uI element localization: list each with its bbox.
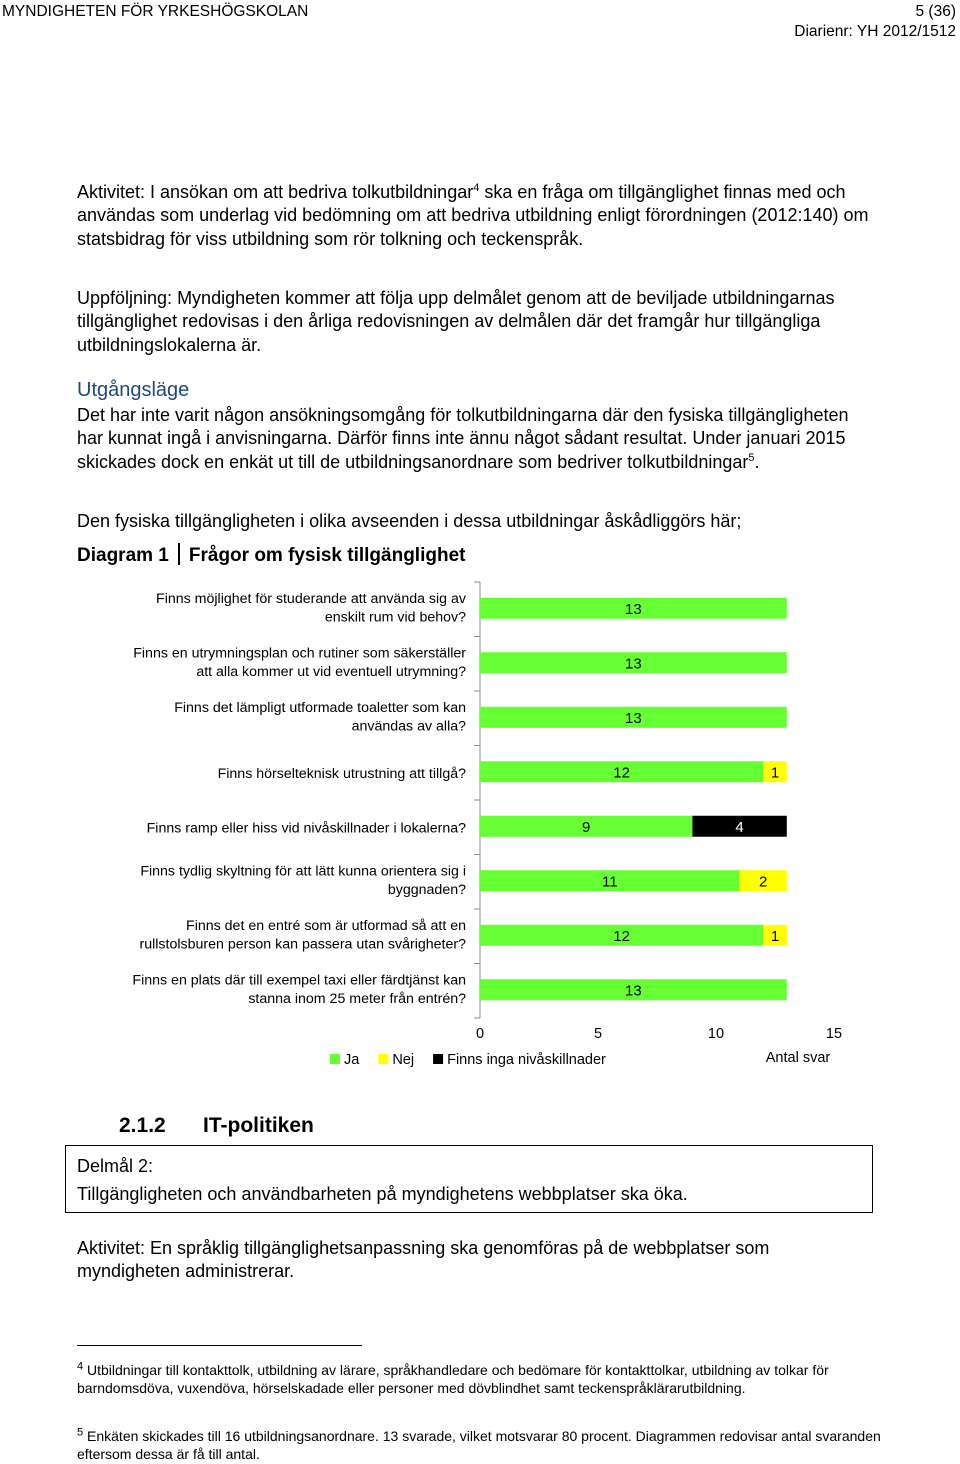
legend-label: Nej bbox=[392, 1052, 415, 1068]
category-label bbox=[132, 973, 466, 1008]
utgangslage-paragraph bbox=[77, 404, 877, 474]
data-label: 13 bbox=[625, 982, 642, 1000]
category-label bbox=[174, 700, 466, 735]
footnote-4 bbox=[77, 1361, 887, 1398]
category-label-line: Finns tydlig skyltning för att lätt kunna orientera sig i bbox=[140, 863, 466, 880]
category-label-line: Finns möjlighet för studerande att använda sig av bbox=[156, 591, 466, 607]
footnote-text: Enkäten skickades till 16 utbildningsanordnare. 13 svarade, vilket motsvarar 80 procent. Diagrammen redovisar antal svaranden eftersom dessa är få till antal. bbox=[77, 1428, 881, 1463]
data-label: 13 bbox=[625, 709, 642, 727]
diagram-lead: Den fysiska tillgängligheten i olika avseenden i dessa utbildningar åskådliggörs här; bbox=[77, 511, 742, 531]
footnote-divider bbox=[77, 1345, 362, 1346]
diarienr: Diarienr: YH 2012/1512 bbox=[794, 23, 956, 40]
footnote-text: Utbildningar till kontakttolk, utbildning av lärare, språkhandledare och bedömare för kontakttolkar, utbildning av tolkar för barndomsdöva, vuxendöva, hörselskadade eller personer med dövblindhet samt teckenspråklärarutbildning. bbox=[77, 1362, 829, 1397]
data-label: 2 bbox=[759, 873, 768, 891]
aktivitet-paragraph bbox=[77, 181, 877, 251]
utgangslage-text-a: Det har inte varit någon ansökningsomgång för tolkutbildningarna där den fysiska tillgängligheten har kunnat ingå i anvisningarna. Därför finns inte ännu något sådant resultat. Under januari 2015 skickades dock en enkät ut till de utbildningsanordnare som bedriver tolkutbildningar bbox=[77, 405, 849, 472]
legend-swatch bbox=[378, 1054, 388, 1064]
aktivitet-text-a: Aktivitet: I ansökan om att bedriva tolkutbildningar bbox=[77, 182, 474, 202]
data-label: 12 bbox=[613, 927, 630, 945]
diagram-name: Frågor om fysisk tillgänglighet bbox=[188, 545, 466, 566]
category-label bbox=[218, 766, 467, 782]
footnote-number: 4 bbox=[77, 1360, 84, 1373]
category-label-line: stanna inom 25 meter från entrén? bbox=[248, 991, 466, 1007]
legend-label: Finns inga nivåskillnader bbox=[447, 1052, 606, 1068]
diagram-title bbox=[77, 543, 465, 567]
data-label: 13 bbox=[625, 600, 642, 618]
category-label-line: byggnaden? bbox=[387, 882, 466, 898]
data-label: 11 bbox=[602, 873, 618, 891]
utgangslage-text-b: . bbox=[754, 451, 760, 472]
aktivitet2-paragraph: Aktivitet: En språklig tillgänglighetsanpassning ska genomföras på de webbplatser som myndigheten administrerar. bbox=[77, 1238, 770, 1282]
category-label bbox=[140, 918, 467, 953]
title-separator bbox=[178, 543, 180, 565]
category-label-line: Finns det lämpligt utformade toaletter som kan bbox=[174, 700, 466, 716]
footnote-number: 5 bbox=[77, 1426, 84, 1439]
section-number: 2.1.2 bbox=[119, 1114, 166, 1137]
data-label: 13 bbox=[625, 655, 642, 673]
footnote-5 bbox=[77, 1427, 887, 1464]
legend-label: Ja bbox=[344, 1052, 360, 1068]
delmal-box bbox=[65, 1145, 873, 1213]
page-number: 5 (36) bbox=[915, 3, 956, 20]
utgangslage-heading: Utgångsläge bbox=[77, 379, 190, 401]
x-tick-label: 0 bbox=[475, 1026, 485, 1042]
data-label: 1 bbox=[770, 764, 780, 782]
section-title: IT-politiken bbox=[203, 1114, 314, 1137]
category-label bbox=[156, 591, 467, 626]
footnote-ref-4: 4 bbox=[473, 182, 480, 194]
delmal-label: Delmål 2: bbox=[77, 1156, 154, 1176]
x-tick-label: 10 bbox=[707, 1026, 725, 1042]
category-label-line: enskilt rum vid behov? bbox=[324, 609, 466, 626]
data-label: 12 bbox=[613, 764, 630, 782]
footnote-ref-5: 5 bbox=[748, 451, 755, 464]
category-label-line: att alla kommer ut vid eventuell utrymning? bbox=[196, 664, 466, 680]
category-label-line: Finns en utrymningsplan och rutiner som säkerställer bbox=[133, 645, 466, 662]
x-tick-label: 5 bbox=[593, 1026, 603, 1042]
legend-swatch bbox=[330, 1054, 340, 1064]
category-label bbox=[140, 864, 466, 899]
data-label: 4 bbox=[735, 818, 744, 836]
header-org: MYNDIGHETEN FÖR YRKESHÖGSKOLAN bbox=[2, 3, 309, 20]
stacked-bar-chart bbox=[0, 580, 960, 1100]
category-label bbox=[133, 646, 466, 681]
category-label bbox=[147, 820, 466, 836]
diagram-label: Diagram 1 bbox=[77, 545, 169, 566]
category-label-line: Finns ramp eller hiss vid nivåskillnader i lokalerna? bbox=[146, 820, 466, 837]
legend-swatch bbox=[433, 1054, 443, 1064]
x-tick-label: 15 bbox=[825, 1026, 843, 1042]
delmal-text: Tillgängligheten och användbarheten på myndighetens webbplatser ska öka. bbox=[77, 1184, 688, 1204]
category-label-line: Finns en plats där till exempel taxi eller färdtjänst kan bbox=[132, 972, 466, 989]
uppfoljning-paragraph: Uppföljning: Myndigheten kommer att följa upp delmålet genom att de beviljade utbildningarnas tillgänglighet redovisas i den årliga redovisningen av delmålen där det framgår hur tillgängliga utbildningslokalerna är. bbox=[77, 288, 835, 355]
aktivitet-text-b: ska en fråga om tillgänglighet finnas med och användas som underlag vid bedömning om att bedriva utbildning enligt förordningen (2012:140) om statsbidrag för viss utbildning som rör tolkning och teckenspråk. bbox=[77, 182, 869, 249]
category-label-line: rullstolsburen person kan passera utan svårigheter? bbox=[139, 936, 466, 953]
category-label-line: användas av alla? bbox=[351, 718, 466, 735]
category-label-line: Finns hörselteknisk utrustning att tillgå? bbox=[217, 765, 466, 782]
x-axis-title: Antal svar bbox=[765, 1050, 831, 1066]
data-label: 1 bbox=[770, 927, 780, 945]
data-label: 9 bbox=[582, 818, 591, 836]
category-label-line: Finns det en entré som är utformad så att en bbox=[186, 918, 466, 934]
